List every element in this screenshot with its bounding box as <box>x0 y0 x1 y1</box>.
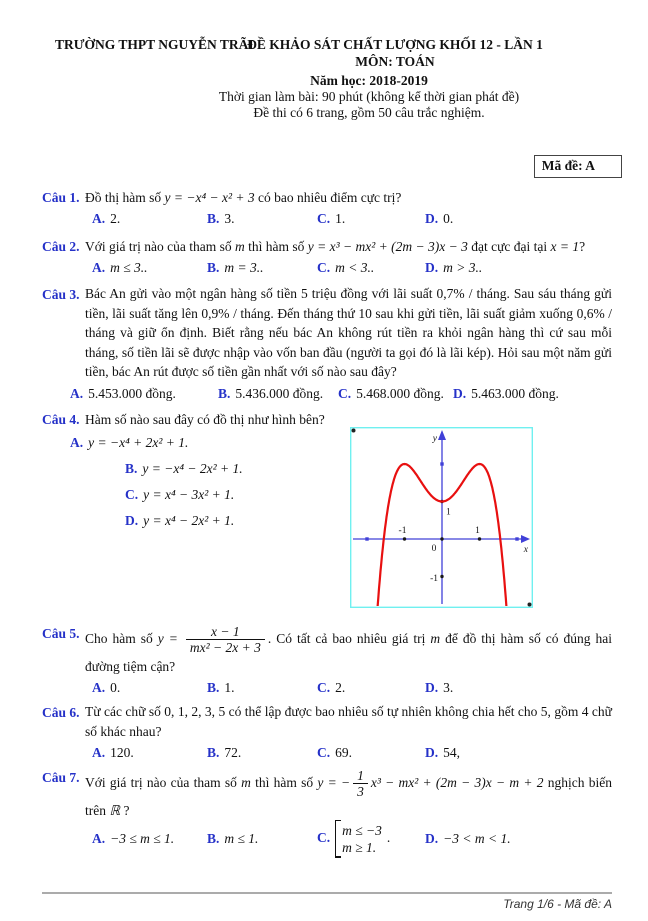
option-c <box>317 742 425 763</box>
question-text: Đồ thị hàm số y = −x⁴ − x² + 3 có bao nhiêu điểm cực trị? <box>85 190 402 205</box>
option-value: m ≤ 1. <box>224 831 259 847</box>
option-c <box>317 677 425 698</box>
option-value: y = x⁴ − 2x² + 1. <box>143 512 235 528</box>
option-b <box>207 677 317 698</box>
question-3 <box>42 284 612 404</box>
option-letter: B. <box>207 744 220 760</box>
options-row <box>92 257 612 278</box>
question-5 <box>42 623 612 698</box>
option-value: 0. <box>443 211 454 226</box>
question-body <box>85 623 612 698</box>
option-a <box>92 208 207 229</box>
header <box>42 36 612 70</box>
exam-title: ĐỀ KHẢO SÁT CHẤT LƯỢNG KHỐI 12 - LẦN 1 <box>247 37 543 52</box>
option-value: 1. <box>224 679 235 695</box>
fraction: $\frac{x - 1}{\text{mx² − 2x + 3}}$ <box>186 624 265 656</box>
y-tick-point <box>440 574 443 577</box>
option-letter: B. <box>125 460 138 476</box>
option-letter: C. <box>317 260 331 275</box>
option-d <box>425 828 612 849</box>
option-value: m > 3.. <box>443 260 483 275</box>
option-letter: D. <box>425 260 439 275</box>
option-value: 2. <box>335 679 346 695</box>
question-label: Câu 2. <box>42 239 80 254</box>
options-row <box>92 677 612 698</box>
option-value: 1. <box>335 211 346 226</box>
question-text: Với giá trị nào của tham số m thì hàm số y = − $\frac{1}{3}$ x³ − mx² + (2m − 3)x − m + 2 nghịch biến trên ℝ ? <box>85 767 612 818</box>
option-letter: D. <box>425 744 439 760</box>
options-row <box>92 208 612 229</box>
x-arrow <box>521 535 530 543</box>
question-2 <box>42 236 612 278</box>
function-graph <box>350 427 533 608</box>
option-letter: C. <box>317 211 331 226</box>
option-letter: B. <box>218 385 231 401</box>
option-letter: C. <box>125 486 139 502</box>
page-number: Trang 1/6 - Mã đề: A <box>503 897 612 911</box>
school-name: TRƯỜNG THPT NGUYỄN TRÃI <box>55 37 254 52</box>
option-b <box>218 383 338 404</box>
option-value: m = 3.. <box>224 260 264 275</box>
option-letter: D. <box>453 385 467 401</box>
question-label: Câu 1. <box>42 190 80 205</box>
question-4 <box>42 409 612 619</box>
option-value: 120. <box>110 744 134 760</box>
option-value: 5.453.000 đồng. <box>88 385 176 401</box>
option-letter: C. <box>338 385 352 401</box>
x-tick-point <box>478 537 481 540</box>
option-letter: C. <box>317 744 331 760</box>
question-label: Câu 7. <box>42 769 80 785</box>
option-value: 2. <box>110 211 121 226</box>
option-value: −3 ≤ m ≤ 1. <box>110 831 175 847</box>
question-body <box>85 702 612 763</box>
subject-line: MÔN: TOÁN <box>355 54 435 69</box>
question-label: Câu 5. <box>42 625 80 641</box>
question-text: Hàm số nào sau đây có đồ thị như hình bên? <box>85 411 325 427</box>
option-b <box>207 257 317 278</box>
option-a <box>92 742 207 763</box>
cases-bracket <box>335 821 384 857</box>
function-graph-figure <box>350 427 533 608</box>
question-body <box>85 236 612 278</box>
option-letter: A. <box>92 744 106 760</box>
question-label: Câu 4. <box>42 411 80 427</box>
option-c <box>317 257 425 278</box>
question-label: Câu 3. <box>42 287 80 302</box>
x-tick-point <box>403 537 406 540</box>
option-value: 69. <box>335 744 352 760</box>
question-1 <box>42 187 612 229</box>
question-text: Với giá trị nào của tham số m thì hàm số y = x³ − mx² + (2m − 3)x − 3 đạt cực đại tại x = 1? <box>85 239 586 254</box>
origin-point <box>440 537 443 540</box>
x-axis-label: x <box>523 544 528 555</box>
case-line-2: m ≥ 1. <box>342 839 377 855</box>
option-d <box>453 383 612 404</box>
origin-label: 0 <box>431 543 437 554</box>
option-value: 72. <box>224 744 242 760</box>
option-b <box>207 208 317 229</box>
option-value: −3 < m < 1. <box>443 831 511 847</box>
option-a <box>92 677 207 698</box>
option-value: 5.468.000 đồng. <box>356 385 444 401</box>
cases-suffix: . <box>386 829 391 845</box>
header-center <box>42 73 612 121</box>
y-axis-label: y <box>432 433 437 444</box>
option-letter: A. <box>92 260 106 275</box>
option-letter: A. <box>92 831 106 847</box>
option-d <box>425 257 612 278</box>
y-tick <box>440 462 443 465</box>
x-tick-label: -1 <box>398 525 407 536</box>
option-b <box>207 828 317 849</box>
option-value: m ≤ 3.. <box>110 260 148 275</box>
option-value: 3. <box>224 211 235 226</box>
x-tick <box>365 537 368 540</box>
option-letter: A. <box>92 679 106 695</box>
option-c <box>317 208 425 229</box>
pages-line: Đề thi có 6 trang, gồm 50 câu trắc nghiệm. <box>253 105 485 120</box>
question-text: Bác An gửi vào một ngân hàng số tiền 5 triệu đồng với lãi suất 0,7% / tháng. Sau sáu tháng gửi tiền, lãi suất tăng lên 0,9% / tháng. Đến tháng thứ 10 sau khi gửi tiền, lãi suất giảm xuống 0,6% / tháng và giữ ổn định. Biết rằng nếu bác An không rút tiền ra khỏi ngân hàng thì cứ sau mỗi tháng, số tiền lãi sẽ được nhập vào vốn ban đầu (người ta gọi đó là lãi kép). Hỏi sau một năm gửi tiền, bác An rút được số tiền gần nhất với số nào sau đây? <box>85 286 612 379</box>
option-value: 54, <box>443 744 460 760</box>
option-letter: B. <box>207 679 220 695</box>
fraction: $\frac{1}{3}$ <box>353 768 368 800</box>
option-letter: A. <box>70 434 84 450</box>
question-text: Cho hàm số y = $\frac{x - 1}{\text{mx² − 2x + 3}}$ . Có tất cả bao nhiêu giá trị m để đồ thị hàm số có đúng hai đường tiệm cận? <box>85 623 612 674</box>
option-c <box>338 383 453 404</box>
x-tick-label: 1 <box>475 525 480 536</box>
option-a <box>92 257 207 278</box>
option-b <box>207 742 317 763</box>
option-d <box>425 677 612 698</box>
option-value: y = −x⁴ + 2x² + 1. <box>88 434 189 450</box>
question-6 <box>42 702 612 763</box>
option-letter: B. <box>207 211 220 226</box>
question-body <box>70 284 612 404</box>
option-letter: D. <box>425 211 439 226</box>
option-letter: D. <box>425 831 439 847</box>
footer <box>42 892 612 911</box>
option-letter: A. <box>92 211 106 226</box>
option-value: 5.463.000 đồng. <box>471 385 559 401</box>
option-a <box>70 383 218 404</box>
question-text: Từ các chữ số 0, 1, 2, 3, 5 có thể lập được bao nhiêu số tự nhiên không chia hết cho 5, gồm 4 chữ số khác nhau? <box>85 703 612 739</box>
duration-line: Thời gian làm bài: 90 phút (không kể thời gian phát đề) <box>218 89 520 104</box>
option-value: y = x⁴ − 3x² + 1. <box>143 486 235 502</box>
y-tick-label: 1 <box>446 507 451 517</box>
option-value: m < 3.. <box>335 260 375 275</box>
option-d <box>425 742 612 763</box>
exam-title-block <box>245 36 545 70</box>
school-year-line: Năm học: 2018-2019 <box>310 73 428 88</box>
question-label: Câu 6. <box>42 704 80 720</box>
options-row <box>92 821 612 857</box>
option-letter: A. <box>70 385 84 401</box>
option-letter: D. <box>425 679 439 695</box>
option-letter: D. <box>125 512 139 528</box>
option-letter: B. <box>207 260 220 275</box>
option-letter: C. <box>317 829 331 845</box>
case-line-1: m ≤ −3 <box>342 822 382 838</box>
x-tick <box>515 537 518 540</box>
exam-code-box: Mã đề: A <box>534 155 622 178</box>
option-value: 5.436.000 đồng. <box>235 385 324 401</box>
corner-handle <box>352 428 356 432</box>
corner-handle <box>528 602 532 606</box>
option-value: 0. <box>110 679 121 695</box>
question-body <box>85 187 612 229</box>
option-value: y = −x⁴ − 2x² + 1. <box>142 460 243 476</box>
options-row <box>70 383 612 404</box>
option-value: 3. <box>443 679 454 695</box>
question-7 <box>42 767 612 857</box>
option-c <box>317 821 425 857</box>
option-a <box>92 828 207 849</box>
option-letter: C. <box>317 679 331 695</box>
y-tick-label: -1 <box>430 573 438 584</box>
question-body <box>85 767 612 857</box>
y-arrow <box>438 430 446 440</box>
option-letter: B. <box>207 831 220 847</box>
option-d <box>425 208 612 229</box>
options-row <box>92 742 612 763</box>
